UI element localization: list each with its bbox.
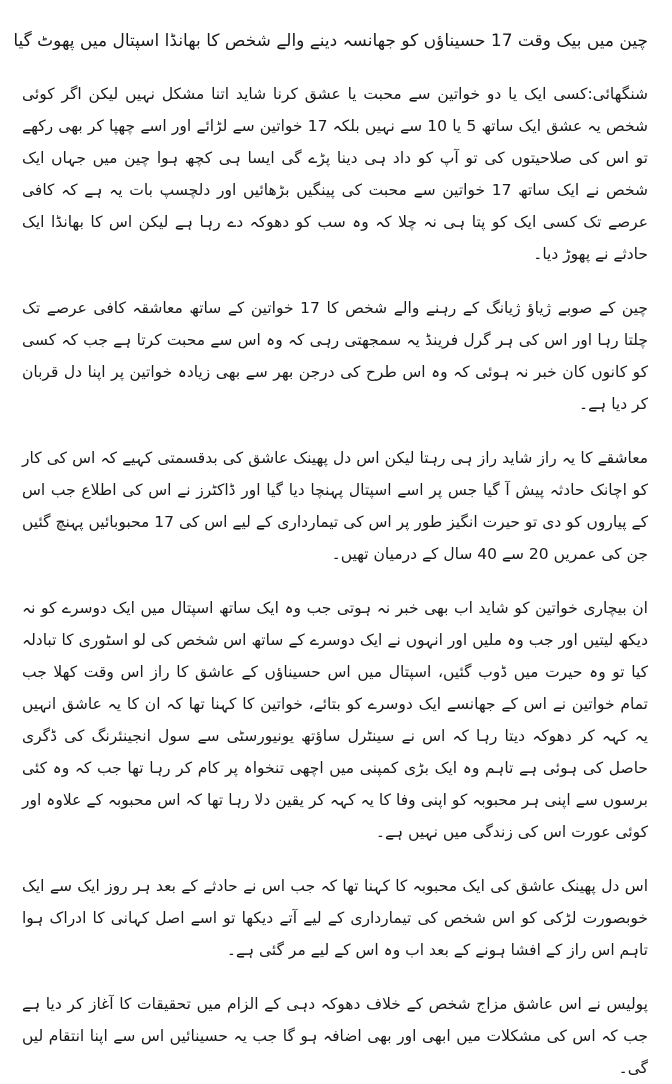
article-paragraph-1	[22, 78, 648, 270]
article-paragraph-6: پولیس نے اس عاشق مزاج شخص کے خلاف دھوکہ دہی کے الزام میں تحقیقات کا آغاز کر دیا ہے جب کہ اس کی مشکلات میں ابھی اور بھی اضافہ ہو گا جب یہ حسینائیں اس سے اپنا انتقام لیں گی۔	[22, 995, 648, 1077]
article-paragraph-2: چین کے صوبے ژیاؤ ژیانگ کے رہنے والے شخص کا 17 خواتین کے ساتھ معاشقہ کافی عرصے تک چلتا رہا اور اس کی ہر گرل فرینڈ یہ سمجھتی رہی کہ وہ اس سے محبت کرتا ہے جب کہ کسی کو کانوں کان خبر نہ ہوئی کہ وہ اس طرح کی درجن بھر سے بھی زیادہ خواتین پر اپنا دل قربان کر دیا ہے۔	[22, 299, 648, 413]
dateline: شنگھائی:	[587, 85, 648, 103]
article-paragraph-5: اس دل پھینک عاشق کی ایک محبوبہ کا کہنا تھا کہ جب اس نے حادثے کے بعد ہر روز ایک سے ایک خوبصورت لڑکی کو اس شخص کی تیمارداری کے لیے آتے دیکھا تو اسے اصل کہانی کا ادراک ہوا تاہم اس راز کے افشا ہونے کے بعد اب وہ اس کے لیے مر گئی ہے۔	[22, 877, 648, 959]
article-headline: چین میں بیک وقت 17 حسیناؤں کو جھانسہ دینے والے شخص کا بھانڈا اسپتال میں پھوٹ گیا	[13, 31, 648, 51]
article-paragraph-4: ان بیچاری خواتین کو شاید اب بھی خبر نہ ہوتی جب وہ ایک ساتھ اسپتال میں ایک دوسرے کو نہ دیکھ لیتیں اور جب وہ ملیں اور انہوں نے ایک دوسرے کے ساتھ اس شخص کی لو اسٹوری کا تبادلہ کیا تو وہ حیرت میں ڈوب گئیں، اسپتال میں اس حسیناؤں کے عاشق کا راز اس وقت کھلا جب تمام خواتین نے اس کے جھانسے ایک دوسرے کو بتائے، خواتین کا کہنا تھا کہ ان کا یہ عاشق انہیں یہ کہہ کر دھوکہ دیتا رہا کہ اس نے سینٹرل ساؤتھ یونیورسٹی سے سول انجینئرنگ کی ڈگری حاصل کی ہوئی ہے تاہم وہ ایک بڑی کمپنی میں اچھی تنخواہ پر کام کر رہا تھا جب کہ وہ کئی برسوں سے اپنی ہر محبوبہ کو اپنی وفا کا یہ کہہ کر یقین دلا رہا تھا کہ اس محبوبہ کے علاوہ اور کوئی عورت اس کی زندگی میں نہیں ہے۔	[22, 599, 648, 841]
paragraph-1-text: کسی ایک یا دو خواتین سے محبت یا عشق کرنا شاید اتنا مشکل نہیں لیکن اگر کوئی شخص یہ عشق ایک ساتھ 5 یا 10 سے نہیں بلکہ 17 خواتین سے لڑائے اور اسے چھپا کر بھی رکھے تو اس کی صلاحیتوں کی تو آپ کو داد ہی دینا پڑے گی ایسا ہی کچھ ہوا چین میں جہاں ایک شخص نے ایک ساتھ 17 خواتین سے محبت کی پینگیں بڑھائیں اور دلچسپ بات یہ ہے کہ کافی عرصے تک کسی ایک کو پتا ہی نہ چلا کہ وہ سب کو دھوکہ دے رہا ہے لیکن اس کا بھانڈا ایک حادثے نے پھوڑ دیا۔	[22, 85, 648, 263]
article-paragraph-3: معاشقے کا یہ راز شاید راز ہی رہتا لیکن اس دل پھینک عاشق کی بدقسمتی کہیے کہ اس کی کار کو اچانک حادثہ پیش آ گیا جس پر اسے اسپتال پہنچا دیا گیا اور ڈاکٹرز نے اس کی اطلاع جب اس کے پیاروں کو دی تو حیرت انگیز طور پر اس کی تیمارداری کے لیے اس کی 17 محبوبائیں پہنچ گئیں جن کی عمریں 20 سے 40 سال کے درمیان تھیں۔	[22, 449, 649, 563]
